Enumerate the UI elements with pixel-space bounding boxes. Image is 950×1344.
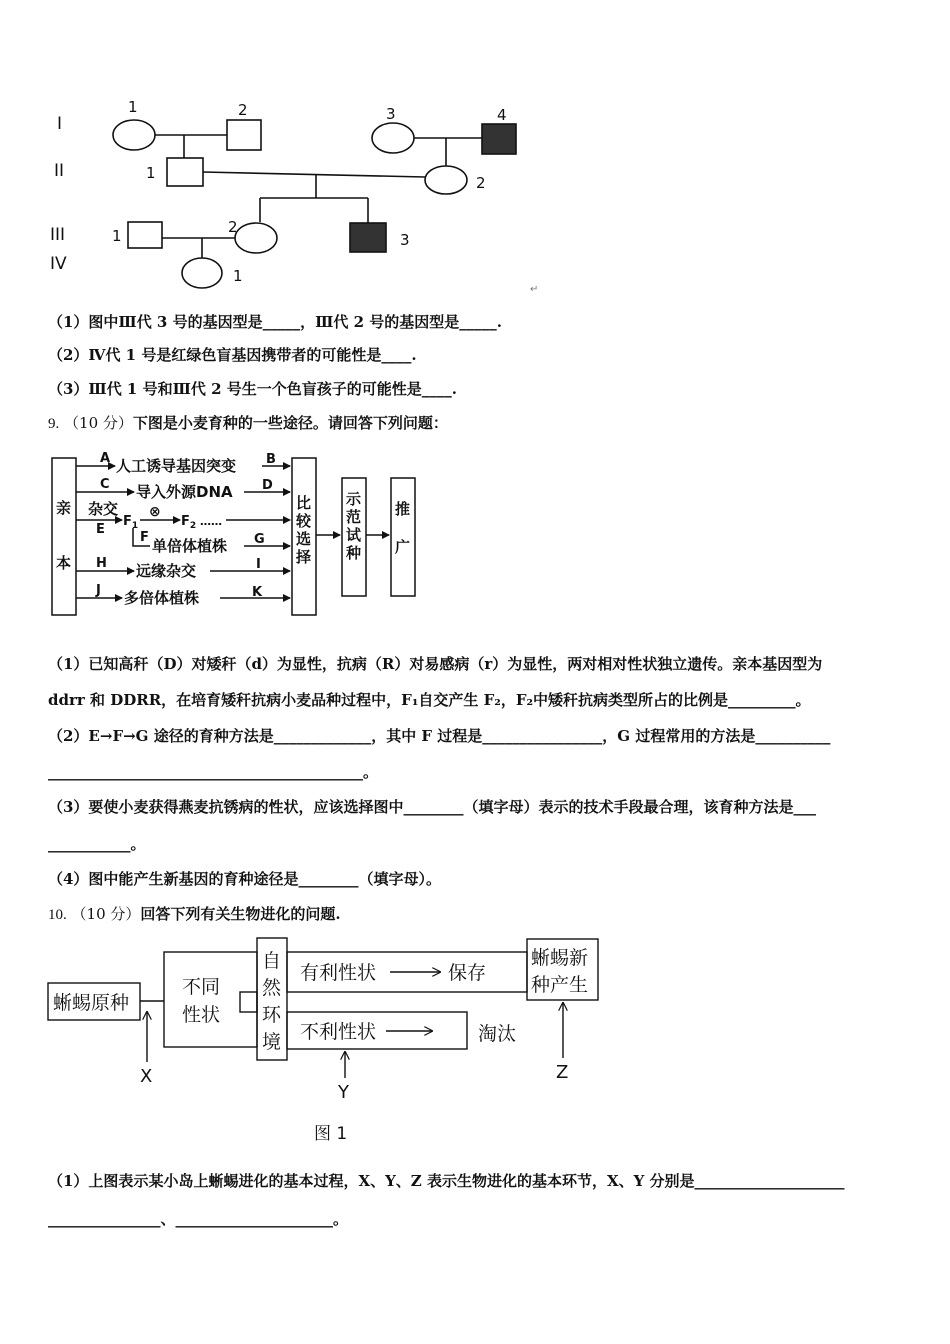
q9-sub3-line2: ___________。 xyxy=(48,835,146,853)
q9-sub2-line2: __________________________________________。 xyxy=(48,763,379,781)
generation-label-I: I xyxy=(57,114,63,134)
compare-label-2: 较 xyxy=(296,512,312,530)
nature-4: 境 xyxy=(262,1031,282,1053)
compare-label-1: 比 xyxy=(296,494,312,512)
q10-number: 10. xyxy=(48,907,67,923)
nature-1: 自 xyxy=(262,950,282,972)
corner-mark: ↵ xyxy=(530,284,539,295)
pedigree-num-I2: 2 xyxy=(238,101,248,119)
pedigree-III2-female xyxy=(235,223,277,253)
generation-label-III: III xyxy=(50,225,66,245)
promote-box xyxy=(391,478,415,596)
label-X: X xyxy=(140,1066,153,1087)
q10-score: （10 分） xyxy=(71,905,141,923)
pedigree-I2-male xyxy=(227,120,261,150)
f1-label: $F_1$ xyxy=(123,514,139,531)
pedigree-num-I1: 1 xyxy=(128,98,138,116)
q8-sub1: （1）图中Ⅲ代 3 号的基因型是_____，Ⅲ代 2 号的基因型是_____. xyxy=(48,313,502,331)
self-symbol: ⊗ xyxy=(149,504,161,520)
demo-label-4: 种 xyxy=(346,544,362,562)
letter-G: G xyxy=(254,532,265,547)
pedigree-III1-male xyxy=(128,222,162,248)
evolution-diagram xyxy=(40,930,620,1155)
label-Z: Z xyxy=(556,1062,569,1083)
origin-label: 蜥蜴原种 xyxy=(53,992,130,1014)
demo-label-3: 试 xyxy=(346,526,362,544)
pedigree-IV1-female xyxy=(182,258,222,288)
row1-label: 人工诱导基因突变 xyxy=(116,457,237,475)
compare-label-4: 择 xyxy=(296,548,312,566)
q9-score: （10 分） xyxy=(64,414,133,432)
q10-header xyxy=(48,904,341,925)
pedigree-III3-male-affected xyxy=(350,223,386,252)
letter-F: F xyxy=(140,530,149,545)
letter-A: A xyxy=(100,451,111,466)
nature-connector xyxy=(240,992,257,1012)
bad-traits-label: 不利性状 xyxy=(300,1021,377,1043)
nature-2: 然 xyxy=(262,977,282,999)
q9-sub1-line2: ddrr 和 DDRR，在培育矮秆抗病小麦品种过程中，F₁自交产生 F₂，F₂中矮秆抗病类型所占的比例是_________。 xyxy=(48,691,811,709)
new-species-line2: 种产生 xyxy=(531,974,589,996)
f2-label: $F_2$ xyxy=(181,514,197,531)
row2-label: 导入外源DNA xyxy=(136,483,233,501)
generation-label-II: II xyxy=(54,161,65,181)
demo-label-1: 示 xyxy=(346,490,362,508)
row4-label: 单倍体植株 xyxy=(152,537,228,555)
diff-traits-line1: 不同 xyxy=(182,976,221,998)
q9-sub2-line1: （2）E→F→G 途径的育种方法是_____________，其中 F 过程是________________，G 过程常用的方法是__________ xyxy=(48,727,831,745)
new-species-line1: 蜥蜴新 xyxy=(531,947,589,969)
letter-D: D xyxy=(262,478,273,493)
pedigree-chart xyxy=(40,95,560,295)
promote-label-2: 广 xyxy=(395,538,411,556)
label-Y: Y xyxy=(338,1082,349,1103)
pedigree-num-IV1: 1 xyxy=(233,267,243,285)
q9-sub1-line1: （1）已知高秆（D）对矮秆（d）为显性，抗病（R）对易感病（r）为显性，两对相对性状独立遗传。亲本基因型为 xyxy=(48,655,823,673)
parent-box xyxy=(52,458,76,615)
nature-3: 环 xyxy=(262,1004,282,1026)
row6-label: 多倍体植株 xyxy=(124,589,200,607)
pedigree-num-II2: 2 xyxy=(476,174,486,192)
keep-label: 保存 xyxy=(448,962,487,984)
pedigree-num-I3: 3 xyxy=(386,105,396,123)
pedigree-I3-female xyxy=(372,123,414,153)
letter-I: I xyxy=(256,557,261,572)
q10-title: 回答下列有关生物进化的问题. xyxy=(140,905,341,923)
q8-sub3: （3）Ⅲ代 1 号和Ⅲ代 2 号生一个色盲孩子的可能性是____. xyxy=(48,380,457,398)
q10-sub1-line1: （1）上图表示某小岛上蜥蜴进化的基本过程，X、Y、Z 表示生物进化的基本环节，X、Y 分别是____________________ xyxy=(48,1172,845,1190)
q9-sub3-line1: （3）要使小麦获得燕麦抗锈病的性状，应该选择图中________（填字母）表示的技术手段最合理，该育种方法是___ xyxy=(48,798,816,816)
pedigree-num-III1: 1 xyxy=(112,227,122,245)
letter-H: H xyxy=(96,556,107,571)
q8-sub2: （2）Ⅳ代 1 号是红绿色盲基因携带者的可能性是____. xyxy=(48,346,417,364)
q9-header xyxy=(48,413,448,434)
q9-title: 下图是小麦育种的一些途径。请回答下列问题： xyxy=(132,414,448,432)
diff-traits-line2: 性状 xyxy=(182,1004,221,1026)
pedigree-num-II1: 1 xyxy=(146,164,156,182)
traits-box xyxy=(164,952,257,1047)
eliminate-label: 淘汰 xyxy=(478,1023,517,1045)
figure-caption: 图 1 xyxy=(314,1124,348,1144)
row5-label: 远缘杂交 xyxy=(136,562,197,580)
letter-B: B xyxy=(266,452,276,467)
parent-label-2: 本 xyxy=(56,554,72,572)
demo-label-2: 范 xyxy=(346,508,362,526)
pedigree-num-I4: 4 xyxy=(497,106,507,124)
breeding-diagram xyxy=(45,445,425,623)
letter-E: E xyxy=(96,522,105,537)
q9-sub4: （4）图中能产生新基因的育种途径是________（填字母）。 xyxy=(48,870,441,888)
parent-label-1: 亲 xyxy=(56,499,72,517)
pedigree-I4-male-affected xyxy=(482,124,516,154)
letter-C: C xyxy=(100,477,110,492)
pedigree-num-III2: 2 xyxy=(228,218,238,236)
dots: …… xyxy=(200,515,222,528)
pedigree-num-III3: 3 xyxy=(400,231,410,249)
generation-label-IV: IV xyxy=(50,254,67,274)
letter-J: J xyxy=(96,583,101,598)
promote-label-1: 推 xyxy=(395,500,411,518)
compare-label-3: 选 xyxy=(296,530,312,548)
letter-K: K xyxy=(252,585,263,600)
hybrid-label: 杂交 xyxy=(88,500,119,518)
pedigree-I1-female xyxy=(113,120,155,150)
good-traits-label: 有利性状 xyxy=(300,962,377,984)
q9-number: 9. xyxy=(48,416,60,432)
q10-sub1-line2: _______________、_____________________。 xyxy=(48,1210,349,1228)
pedigree-II2-female xyxy=(425,166,467,194)
pedigree-II1-male xyxy=(167,158,203,186)
